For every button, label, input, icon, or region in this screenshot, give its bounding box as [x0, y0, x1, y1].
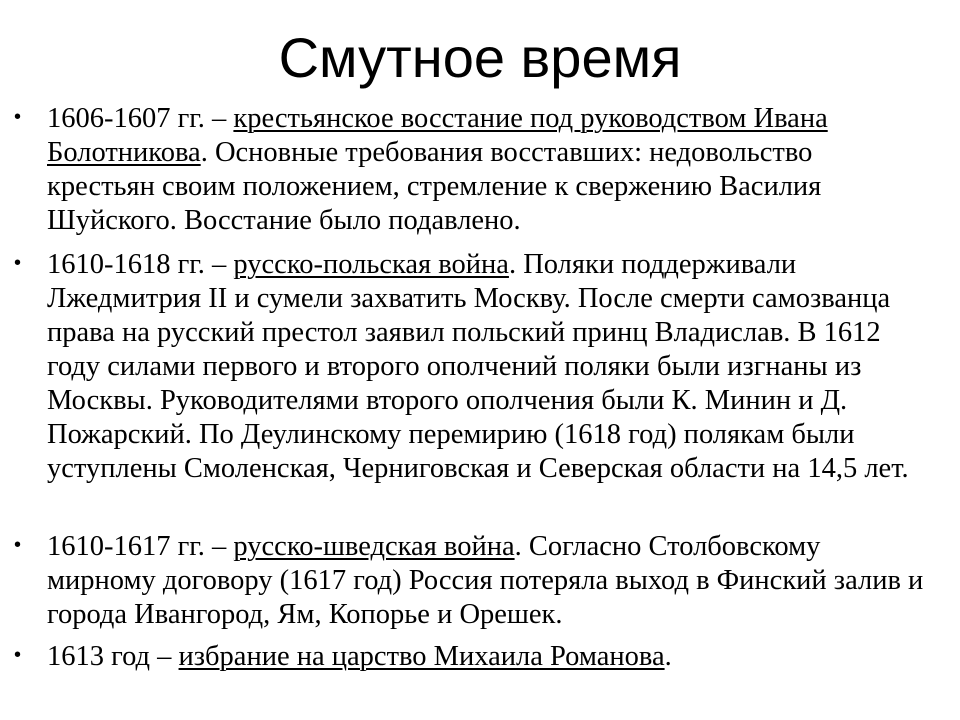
bullet-date: 1610-1617 гг. –	[47, 531, 234, 562]
bullet-date: 1606-1607 гг. –	[47, 103, 234, 134]
bullet-event: крестьянское восстание под руководством Ивана Болотникова	[47, 103, 828, 168]
slide-title: Смутное время	[278, 26, 682, 89]
bullet-event: избрание на царство Михаила Романова	[178, 641, 665, 672]
bullet-text: . Согласно Столбовскому мирному договору (1617 год) Россия потеряла выход в Финский залив и города Ивангород, Ям, Копорье и Орешек.	[47, 531, 924, 630]
bullet-item	[14, 102, 927, 238]
bullet-item	[14, 530, 927, 632]
bullet-event: русско-шведская война	[233, 531, 515, 562]
bullet-date: 1613 год –	[47, 641, 179, 672]
bullet-text: . Поляки поддерживали Лжедмитрия II и сумели захватить Москву. После смерти самозванца права на русский престол заявил польский принц Владислав. В 1612 году силами первого и второго ополчений поляки были изгнаны из Москвы. Руководителями второго ополчения были К. Минин и Д. Пожарский. По Деулинскому перемирию (1618 год) полякам были уступлены Смоленская, Черниговская и Северская области на 14,5 лет.	[47, 249, 909, 484]
bullet-text: .	[664, 641, 672, 672]
bullet-event: русско-польская война	[233, 249, 509, 280]
bullet-item	[14, 640, 927, 674]
bullet-dot-icon: •	[14, 534, 22, 556]
bullet-date: 1610-1618 гг. –	[47, 249, 234, 280]
bullet-dot-icon: •	[14, 252, 22, 274]
bullet-item	[14, 248, 927, 486]
bullet-text: . Основные требования восставших: недовольство крестьян своим положением, стремление к свержению Василия Шуйского. Восстание было подавлено.	[47, 137, 822, 236]
bullet-dot-icon: •	[14, 644, 22, 666]
bullet-dot-icon: •	[14, 106, 22, 128]
